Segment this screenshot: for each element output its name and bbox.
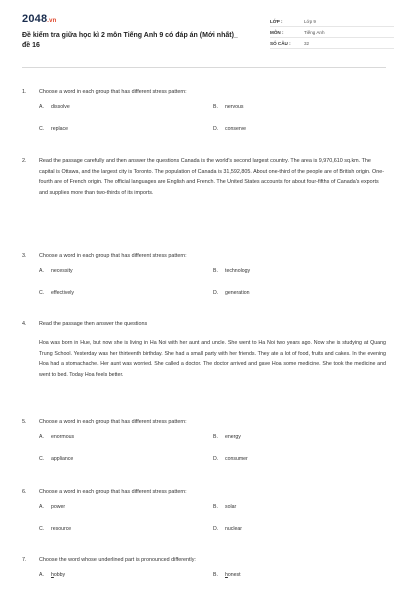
question-1 (22, 88, 386, 132)
answer-options (39, 571, 386, 581)
option-b[interactable]: B. energy (213, 434, 241, 440)
meta-value: Tiếng Anh (304, 29, 325, 35)
site-logo[interactable]: 2048.vn (22, 13, 57, 25)
meta-row-grade (270, 16, 394, 27)
document-meta (270, 16, 394, 49)
meta-value: Lớp 9 (304, 18, 316, 24)
question-2 (22, 156, 386, 198)
meta-key: SỐ CÂU : (270, 40, 291, 46)
question-prompt: Choose a word in each group that has different stress pattern: (39, 419, 187, 425)
question-prompt: Choose a word in each group that has different stress pattern: (39, 489, 187, 495)
answer-options (39, 267, 386, 296)
question-prompt: Read the passage then answer the questions (39, 321, 148, 327)
option-b[interactable]: B. solar (213, 504, 237, 510)
question-prompt: Choose the word whose underlined part is pronounced differently: (39, 557, 196, 563)
meta-value: 32 (304, 40, 310, 46)
question-prompt: Read the passage carefully and then answer the questions Canada is the world's second largest country. The area is 9,970,610 sq.km. The capital is Ottawa, and the largest city is Toronto. The population of Canada is 31,592,805. About one-third of the people are of British origin. One-fourth are of French origin. The official languages are English and French. The United States accounts for about four-fifths of Canada's exports and supplies more than two-thirds of its imports. (39, 158, 385, 196)
meta-key: LỚP : (270, 18, 283, 24)
option-c[interactable]: C. replace (39, 126, 69, 132)
option-a[interactable]: A. hobby (39, 572, 66, 578)
underlined-letter: h (51, 572, 54, 578)
underlined-letter: h (225, 572, 228, 578)
question-4 (22, 320, 386, 380)
option-a[interactable]: A. enormous (39, 434, 75, 440)
meta-row-subject (270, 27, 394, 38)
option-c[interactable]: C. resource (39, 526, 72, 532)
question-3 (22, 252, 386, 296)
reading-passage: Hoa was born in Hue, but now she is living in Ha Noi with her aunt and uncle. She went to Ha Noi two years ago. Now she is studying at Quang Trung School. Yesterday was her thirteenth birthday. She had a small party with her friends. They ate a lot of food, fruits and cakes. In the evening Hoa had a stomachache. Her aunt was worried. She called a doctor. The doctor arrived and gave Hoa some medicine. She took the medicine and went to bed. Today Hoa feels better. (39, 340, 386, 378)
question-number: 5. (22, 419, 27, 425)
question-5 (22, 418, 386, 462)
answer-options (39, 103, 386, 132)
option-d[interactable]: D. conserve (213, 126, 247, 132)
question-number: 3. (22, 253, 27, 259)
question-prompt: Choose a word in each group that has different stress pattern: (39, 89, 187, 95)
option-d[interactable]: D. consumer (213, 456, 248, 462)
option-c[interactable]: C. effectively (39, 290, 74, 296)
answer-options (39, 433, 386, 462)
meta-row-question-count (270, 38, 394, 49)
option-b[interactable]: B. honest (213, 572, 241, 578)
option-a[interactable]: A. necessity (39, 268, 73, 274)
document-header (22, 0, 386, 68)
answer-options (39, 503, 386, 532)
question-number: 4. (22, 321, 27, 327)
option-a[interactable]: A. dissolve (39, 104, 70, 110)
option-a[interactable]: A. power (39, 504, 66, 510)
meta-key: MÔN : (270, 29, 284, 35)
question-number: 6. (22, 489, 27, 495)
option-c[interactable]: C. appliance (39, 456, 74, 462)
option-d[interactable]: D. generation (213, 290, 250, 296)
document-title: Đề kiểm tra giữa học kì 2 môn Tiếng Anh 9 có đáp án (Mới nhất)_ đề 16 (22, 32, 238, 49)
question-7 (22, 556, 386, 581)
question-number: 2. (22, 158, 27, 164)
question-6 (22, 488, 386, 532)
question-number: 7. (22, 557, 27, 563)
question-number: 1. (22, 89, 27, 95)
option-b[interactable]: B. technology (213, 268, 251, 274)
option-b[interactable]: B. nervous (213, 104, 244, 110)
question-prompt: Choose a word in each group that has different stress pattern: (39, 253, 187, 259)
option-d[interactable]: D. nuclear (213, 526, 243, 532)
